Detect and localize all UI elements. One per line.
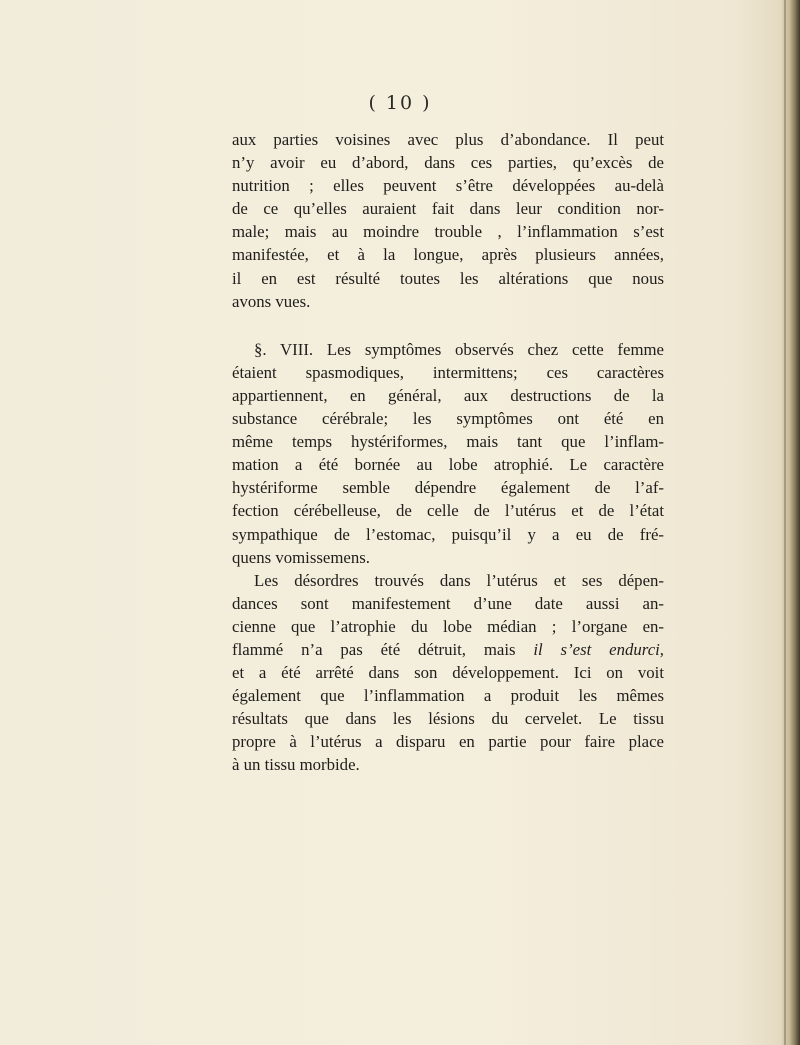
text-line-with-italic — [232, 638, 664, 661]
text-line: mation a été bornée au lobe atrophié. Le caractère — [232, 455, 664, 475]
paragraph-3 — [232, 569, 664, 777]
text-line: nutrition ; elles peuvent s’être développées au-delà — [232, 176, 664, 196]
text-line: également que l’inflammation a produit les mêmes — [232, 686, 664, 706]
text-line: appartiennent, en général, aux destructions de la — [232, 385, 664, 405]
text-line: aux parties voisines avec plus d’abondance. Il peut — [232, 130, 664, 149]
text-line: dances sont manifestement d’une date aussi an- — [232, 593, 664, 613]
text-fragment: flammé n’a pas été détruit, mais — [232, 639, 534, 659]
text-line: même temps hystériformes, mais tant que l’inflam- — [232, 432, 664, 452]
italic-emphasis: il s’est endurci, — [533, 639, 665, 659]
paragraph-1 — [232, 128, 664, 313]
body-text — [232, 128, 664, 777]
text-line: étaient spasmodiques, intermittens; ces caractères — [232, 362, 664, 382]
text-line: et a été arrêté dans son développement. Ici on voit — [232, 663, 664, 683]
page-number: ( 10 ) — [368, 92, 432, 114]
paragraph-spacer — [232, 313, 664, 338]
text-line: §. VIII. Les symptômes observés chez cette femme — [254, 339, 664, 359]
text-line: quens vomissemens. — [232, 547, 370, 567]
text-line: Les désordres trouvés dans l’utérus et ses dépen- — [254, 570, 664, 590]
page-edge-line — [784, 0, 786, 1045]
text-line: sympathique de l’estomac, puisqu’il y a eu de fré- — [232, 524, 664, 544]
text-line: fection cérébelleuse, de celle de l’utérus et de l’état — [232, 501, 664, 521]
paragraph-2 — [232, 338, 664, 569]
text-line: avons vues. — [232, 291, 311, 311]
text-line: résultats que dans les lésions du cervelet. Le tissu — [232, 709, 664, 729]
text-line: propre à l’utérus a disparu en partie pour faire place — [232, 732, 664, 752]
text-line: il en est résulté toutes les altérations que nous — [232, 268, 664, 288]
text-line: cienne que l’atrophie du lobe médian ; l’organe en- — [232, 616, 664, 636]
text-line: hystériforme semble dépendre également de l’af- — [232, 478, 664, 498]
text-line: de ce qu’elles auraient fait dans leur condition nor- — [232, 199, 664, 219]
text-line: manifestée, et à la longue, après plusieurs années, — [232, 245, 664, 265]
text-line: substance cérébrale; les symptômes ont été en — [232, 409, 664, 429]
text-line: n’y avoir eu d’abord, dans ces parties, qu’excès de — [232, 153, 664, 173]
text-line: male; mais au moindre trouble , l’inflammation s’est — [232, 222, 664, 242]
text-line: à un tissu morbide. — [232, 755, 360, 775]
